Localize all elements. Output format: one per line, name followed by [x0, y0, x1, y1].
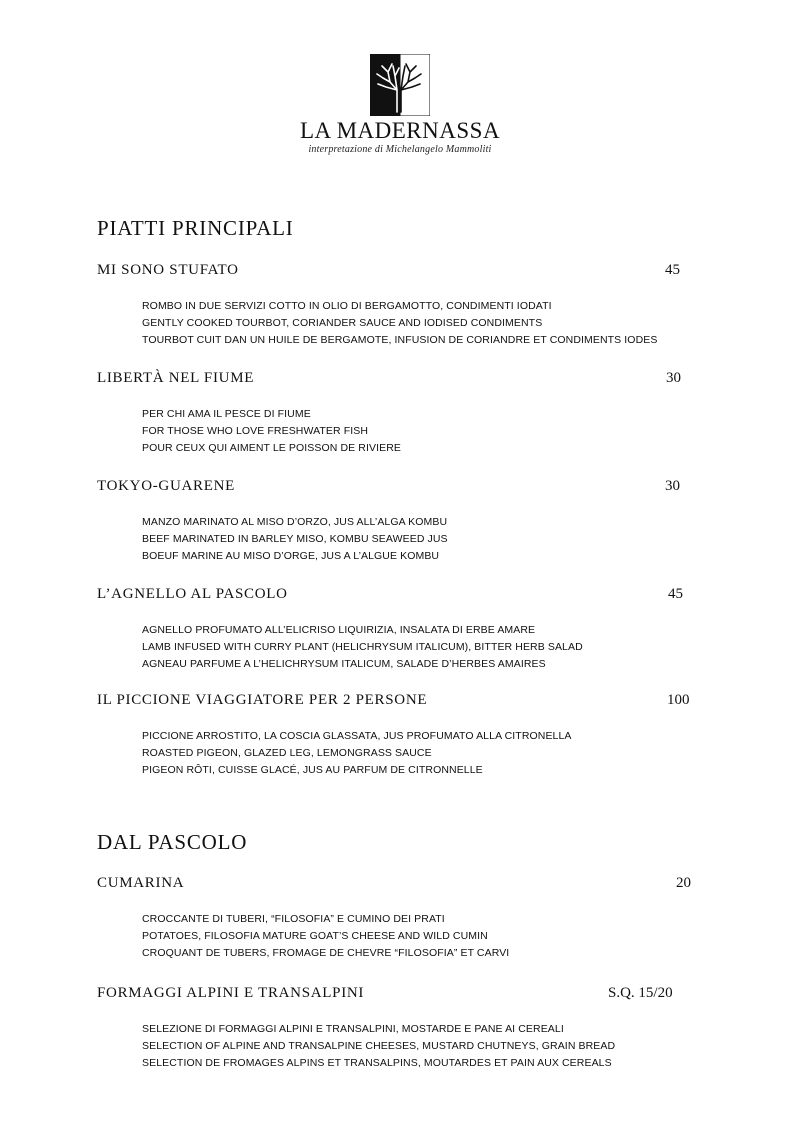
section-title-dal-pascolo: DAL PASCOLO: [97, 830, 248, 854]
description-line-fr: AGNEAU PARFUME A L’HELICHRYSUM ITALICUM, SALADE D’HERBES AMAIRES: [142, 658, 546, 670]
dish-price: 20: [676, 875, 691, 891]
dish-name: L’AGNELLO AL PASCOLO: [97, 586, 288, 602]
description-line-it: MANZO MARINATO AL MISO D’ORZO, JUS ALL’ALGA KOMBU: [142, 516, 448, 528]
dish-price: 45: [665, 262, 680, 278]
description-line-it: SELEZIONE DI FORMAGGI ALPINI E TRANSALPINI, MOSTARDE E PANE AI CEREALI: [142, 1023, 564, 1035]
description-line-fr: SELECTION DE FROMAGES ALPINS ET TRANSALPINS, MOUTARDES ET PAIN AUX CEREALS: [142, 1057, 612, 1069]
dish-price: S.Q. 15/20: [608, 985, 673, 1001]
dish-description: [142, 406, 401, 457]
dish-price: 30: [665, 478, 680, 494]
dish-name: CUMARINA: [97, 875, 185, 891]
description-line-fr: TOURBOT CUIT DAN UN HUILE DE BERGAMOTE, INFUSION DE CORIANDRE ET CONDIMENTS IODES: [142, 334, 658, 346]
description-line-it: CROCCANTE DI TUBERI, “FILOSOFIA” E CUMINO DEI PRATI: [142, 913, 445, 925]
description-line-it: PER CHI AMA IL PESCE DI FIUME: [142, 408, 311, 420]
description-line-it: AGNELLO PROFUMATO ALL’ELICRISO LIQUIRIZIA, INSALATA DI ERBE AMARE: [142, 624, 536, 636]
dish-price: 100: [667, 692, 690, 708]
description-line-en: GENTLY COOKED TOURBOT, CORIANDER SAUCE AND IODISED CONDIMENTS: [142, 317, 543, 329]
description-line-it: PICCIONE ARROSTITO, LA COSCIA GLASSATA, JUS PROFUMATO ALLA CITRONELLA: [142, 730, 572, 742]
dish-description: [142, 298, 657, 349]
dish-price: 30: [666, 370, 681, 386]
dish-name: LIBERTÀ NEL FIUME: [97, 370, 255, 386]
dish-description: [142, 1021, 615, 1072]
description-line-en: ROASTED PIGEON, GLAZED LEG, LEMONGRASS SAUCE: [142, 747, 432, 759]
description-line-en: BEEF MARINATED IN BARLEY MISO, KOMBU SEAWEED JUS: [142, 533, 448, 545]
description-line-en: FOR THOSE WHO LOVE FRESHWATER FISH: [142, 425, 369, 437]
description-line-en: POTATOES, FILOSOFIA MATURE GOAT’S CHEESE AND WILD CUMIN: [142, 930, 488, 942]
brand-logo: [290, 54, 510, 166]
dish-description: [142, 514, 448, 565]
description-line-fr: POUR CEUX QUI AIMENT LE POISSON DE RIVIERE: [142, 442, 401, 454]
dish-price: 45: [668, 586, 683, 602]
description-line-en: SELECTION OF ALPINE AND TRANSALPINE CHEESES, MUSTARD CHUTNEYS, GRAIN BREAD: [142, 1040, 616, 1052]
description-line-it: ROMBO IN DUE SERVIZI COTTO IN OLIO DI BERGAMOTTO, CONDIMENTI IODATI: [142, 300, 552, 312]
section-title-piatti-principali: PIATTI PRINCIPALI: [97, 216, 294, 240]
dish-name: MI SONO STUFATO: [97, 262, 239, 278]
description-line-fr: CROQUANT DE TUBERS, FROMAGE DE CHEVRE “FILOSOFIA” ET CARVI: [142, 947, 510, 959]
brand-name: LA MADERNASSA: [299, 118, 501, 143]
dish-description: [142, 728, 572, 779]
description-line-fr: BOEUF MARINE AU MISO D’ORGE, JUS A L’ALGUE KOMBU: [142, 550, 440, 562]
description-line-fr: PIGEON RÔTI, CUISSE GLACÉ, JUS AU PARFUM DE CITRONNELLE: [142, 764, 483, 776]
dish-description: [142, 911, 509, 962]
dish-name: TOKYO-GUARENE: [97, 478, 235, 494]
description-line-en: LAMB INFUSED WITH CURRY PLANT (HELICHRYSUM ITALICUM), BITTER HERB SALAD: [142, 641, 583, 653]
dish-description: [142, 622, 583, 673]
dish-name: IL PICCIONE VIAGGIATORE PER 2 PERSONE: [97, 692, 428, 708]
tree-icon: [370, 54, 430, 116]
dish-name: FORMAGGI ALPINI E TRANSALPINI: [97, 985, 365, 1001]
brand-subtitle: interpretazione di Michelangelo Mammoliti: [308, 144, 492, 155]
